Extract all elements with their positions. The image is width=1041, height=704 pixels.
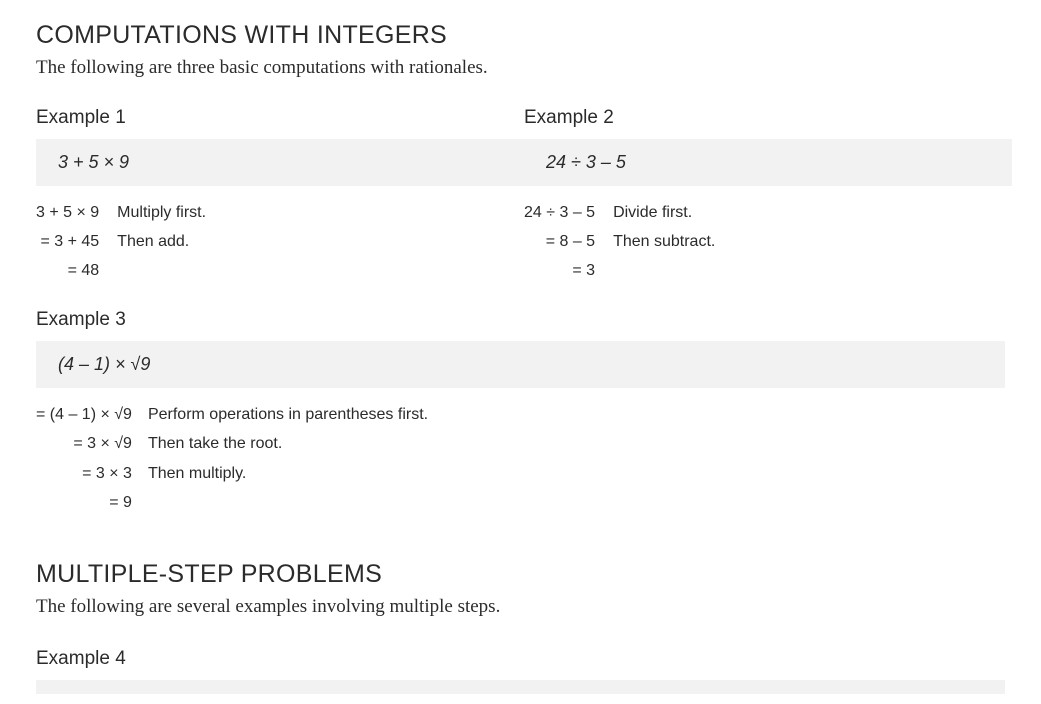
section-multiple-step	[36, 559, 1005, 620]
example-1-expression: 3 + 5 × 9	[36, 139, 524, 186]
example-1-block	[36, 107, 524, 286]
step-note	[148, 488, 428, 517]
step-row	[524, 227, 715, 256]
section-intro-2: The following are several examples involving multiple steps.	[36, 596, 501, 617]
step-note: Perform operations in parentheses first.	[147, 406, 429, 424]
step-expression: = 3 × √9	[73, 435, 132, 453]
step-row	[36, 459, 428, 488]
section-title-2: MULTIPLE-STEP PROBLEMS	[36, 560, 383, 588]
example-3-expression: (4 – 1) × √9	[36, 341, 1005, 388]
step-note: Then subtract.	[613, 232, 716, 250]
example-3-block	[36, 309, 1005, 517]
step-expression: = 9	[109, 493, 132, 511]
example-4-title: Example 4	[36, 647, 126, 669]
step-expression: = 3	[572, 262, 596, 280]
step-row	[36, 227, 206, 256]
step-row	[524, 256, 715, 285]
step-expression: = (4 – 1) × √9	[36, 406, 132, 424]
step-note: Then add.	[117, 232, 190, 250]
step-expression: = 3 + 45	[40, 232, 100, 250]
step-note: Multiply first.	[117, 203, 207, 221]
page-title: COMPUTATIONS WITH INTEGERS	[36, 21, 448, 49]
step-row	[36, 429, 428, 458]
example-3-title: Example 3	[36, 309, 126, 331]
example-2-expression: 24 ÷ 3 – 5	[524, 139, 1012, 186]
example-4-expression	[36, 680, 1005, 694]
example-1-title: Example 1	[36, 106, 126, 128]
step-note: Then multiply.	[147, 464, 247, 482]
example-4-block	[36, 648, 1005, 694]
step-expression: = 3 × 3	[82, 464, 132, 482]
step-row	[524, 198, 715, 227]
step-expression: = 48	[67, 262, 100, 280]
step-note: Then take the root.	[147, 435, 283, 453]
example-3-steps	[36, 400, 428, 517]
step-expression: 24 ÷ 3 – 5	[524, 203, 596, 221]
example-2-title: Example 2	[524, 106, 614, 128]
example-1-steps	[36, 198, 206, 286]
step-row	[36, 198, 206, 227]
step-row	[36, 256, 206, 285]
step-note	[613, 256, 715, 285]
step-row	[36, 488, 428, 517]
step-row	[36, 400, 428, 429]
section-intro: The following are three basic computations with rationales.	[36, 57, 488, 78]
example-2-steps	[524, 198, 715, 286]
step-note	[117, 256, 206, 285]
step-note: Divide first.	[613, 203, 693, 221]
step-expression: 3 + 5 × 9	[36, 203, 100, 221]
examples-row	[36, 107, 1005, 286]
example-2-block	[524, 107, 1012, 286]
step-expression: = 8 – 5	[545, 232, 596, 250]
